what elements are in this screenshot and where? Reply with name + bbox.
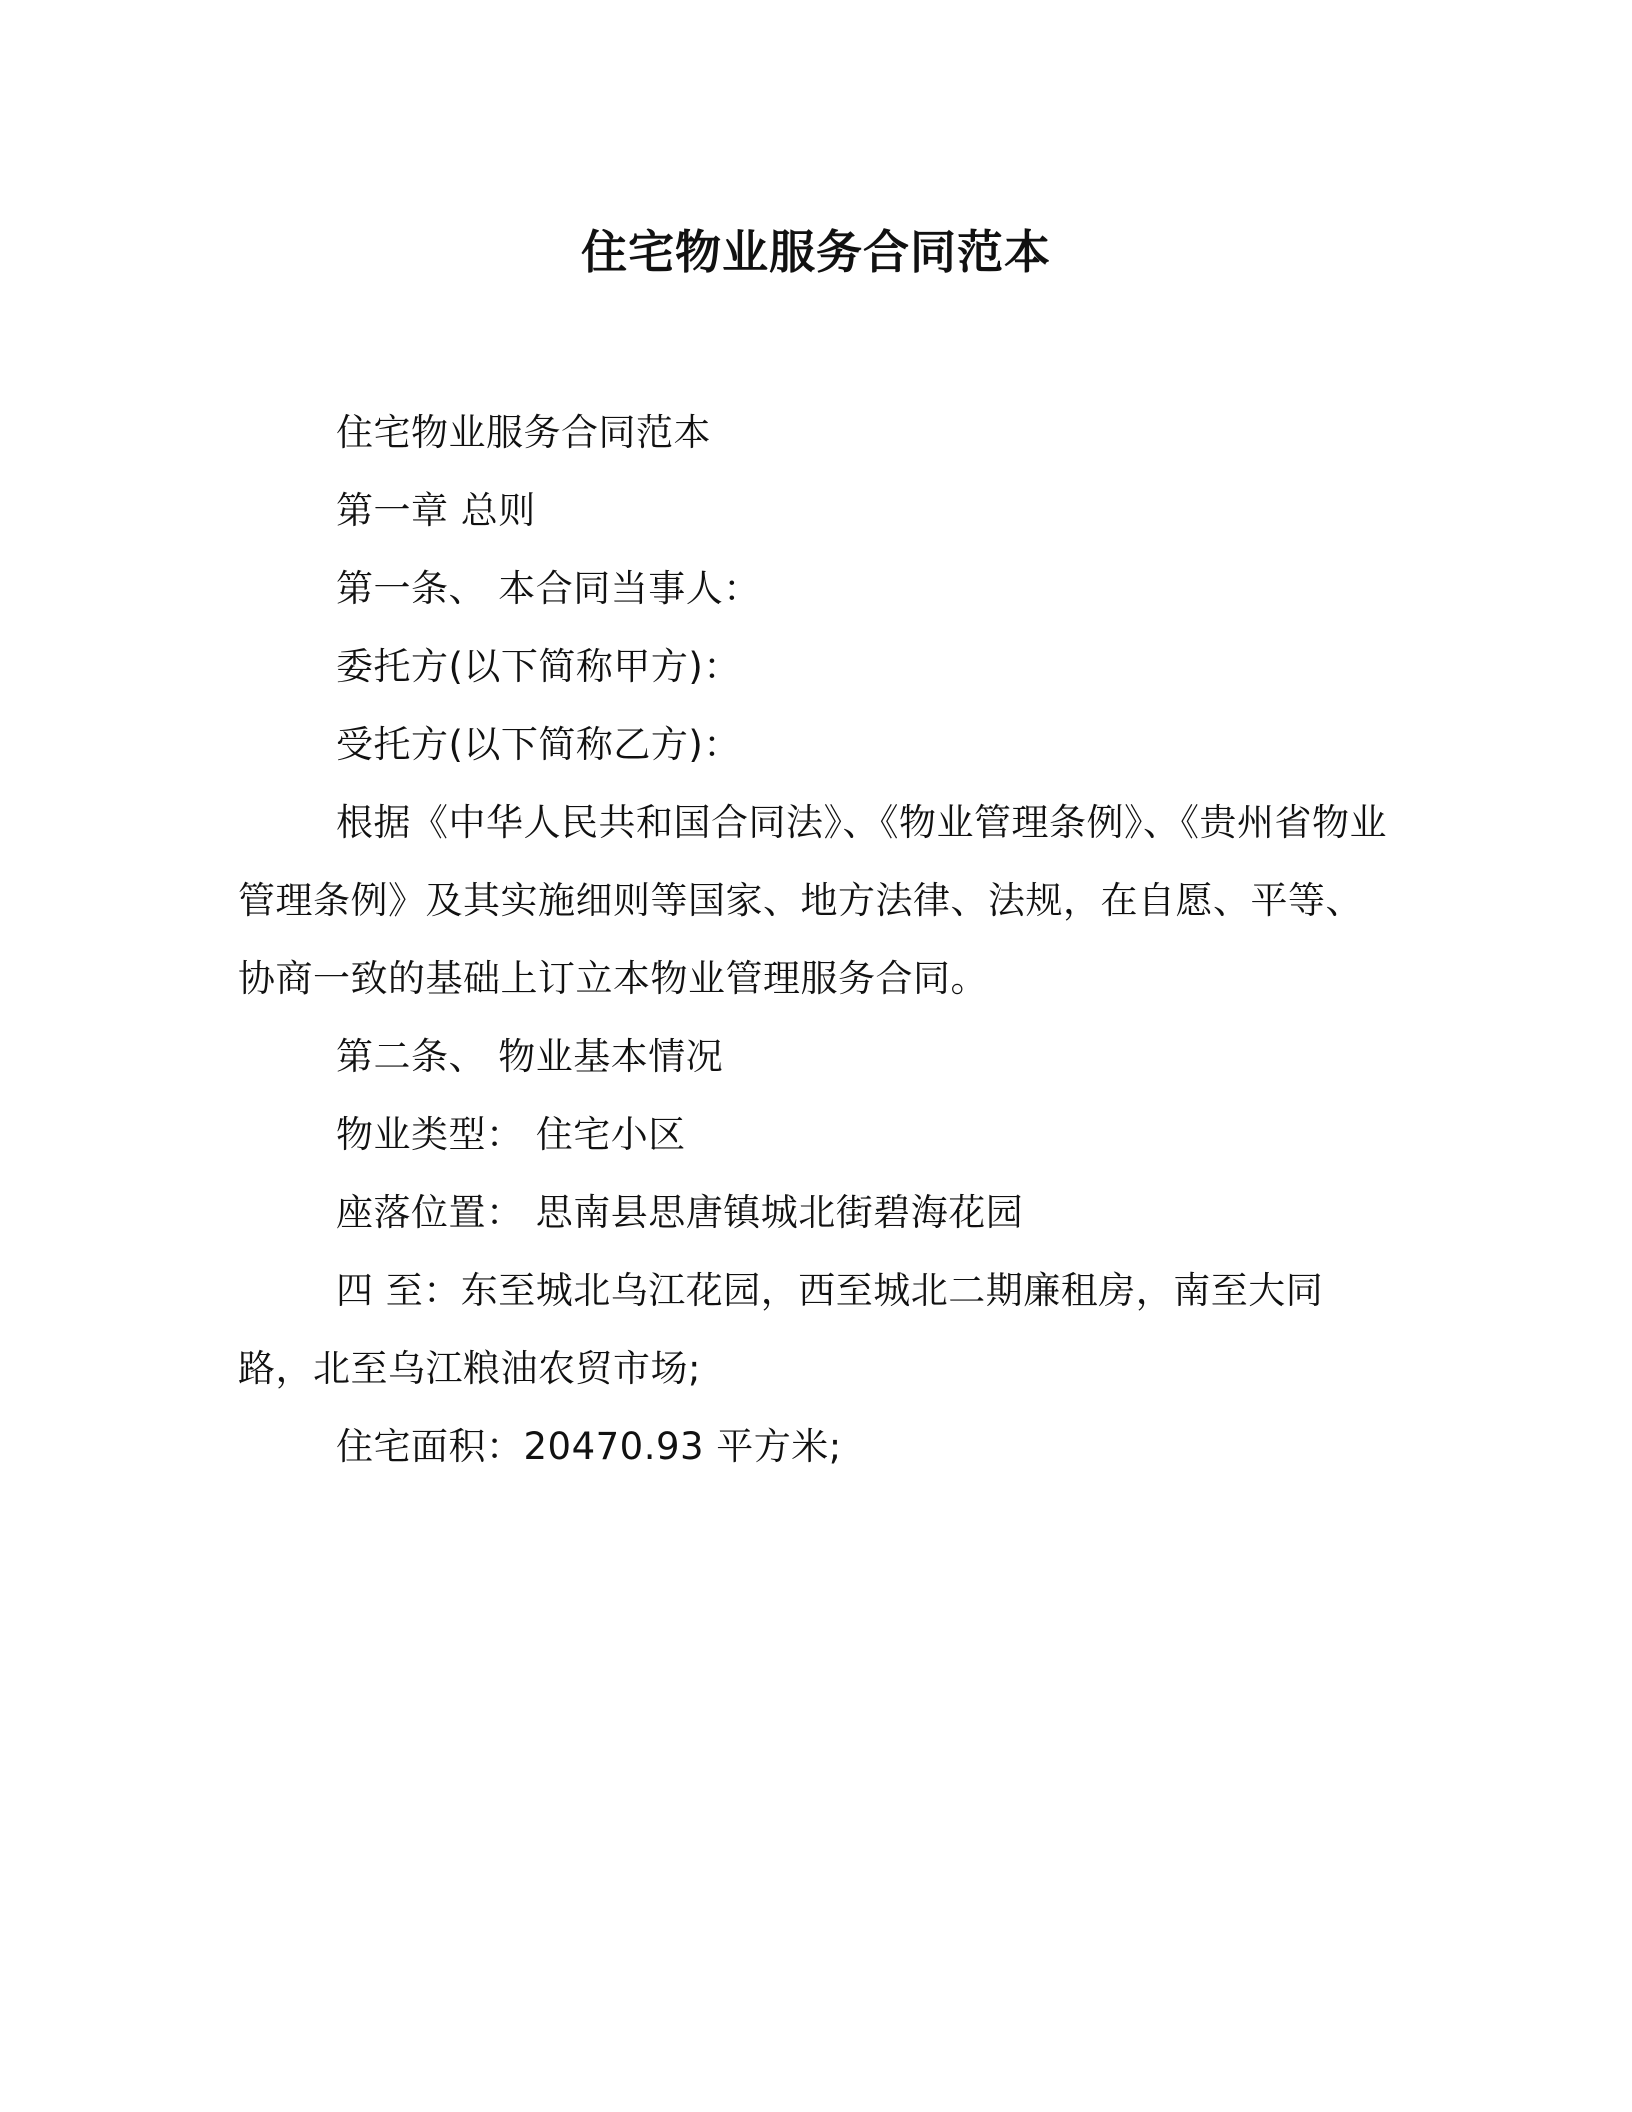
paragraph-chapter-heading: 第一章 总则 [336,489,536,532]
document-body [238,394,1394,1486]
paragraph-party-b: 受托方(以下简称乙方)： [336,723,741,766]
paragraph-location: 座落位置： 思南县思唐镇城北街碧海花园 [336,1191,1024,1234]
paragraph-subtitle: 住宅物业服务合同范本 [336,411,711,454]
paragraph-legal-basis: 根据《中华人民共和国合同法》、《物业管理条例》、《贵州省物业管理条例》及其实施细则等国家、地方法律、法规，在自愿、平等、协商一致的基础上订立本物业管理服务合同。 [238,801,1387,1000]
paragraph-boundaries: 四 至：东至城北乌江花园，西至城北二期廉租房，南至大同路，北至乌江粮油农贸市场; [238,1269,1324,1390]
paragraph-residential-area: 住宅面积：20470.93 平方米; [336,1425,842,1468]
paragraph-property-type: 物业类型： 住宅小区 [336,1113,686,1156]
paragraph-article-1-heading: 第一条、 本合同当事人： [336,567,761,610]
document-title: 住宅物业服务合同范本 [581,225,1051,279]
paragraph-party-a: 委托方(以下简称甲方)： [336,645,741,688]
paragraph-article-2-heading: 第二条、 物业基本情况 [336,1035,724,1078]
